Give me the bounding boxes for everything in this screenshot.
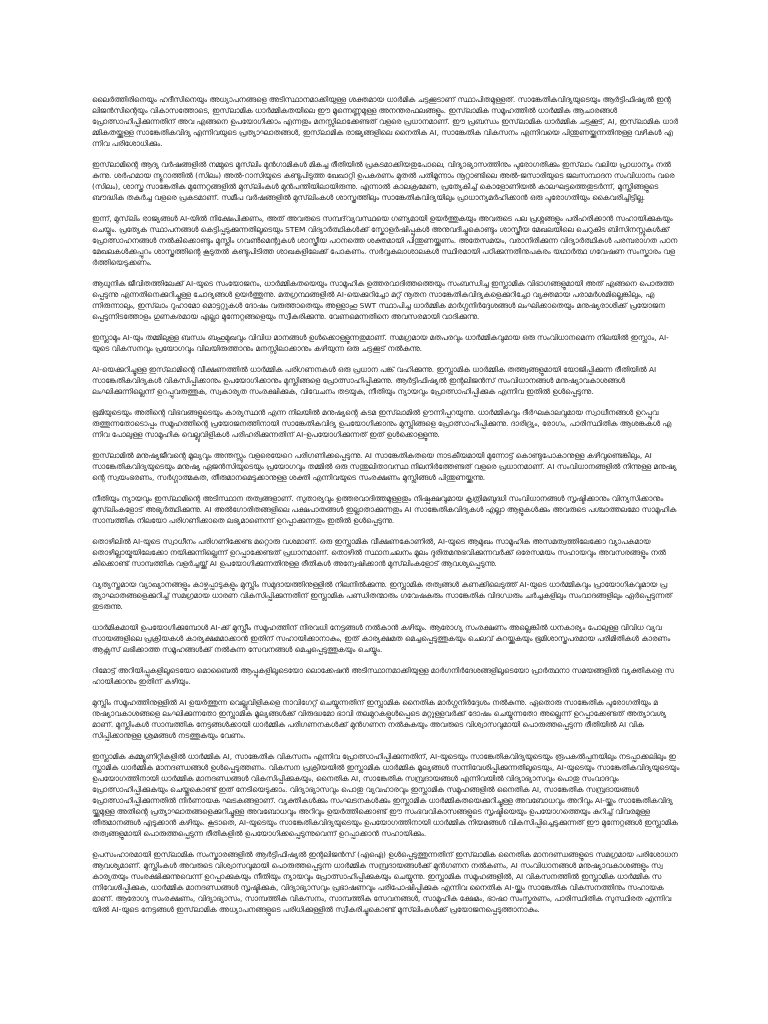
- paragraph-8: ഇസ്‌ലാമിൽ മനുഷ്യജീവന്റെ മൂല്യവും അന്തസ്സും വളരെയേറെ പരിഗണിക്കപ്പെടുന്നു. AI സാങ്കേതികതയെ നാടകീയമായി മുന്നോട്ട് കൊണ്ടുപോകാനുള്ള കഴിവുണ്ടെങ്കിലും, AI സാങ്കേതികവിദ്യയുടെയും മനുഷ്യ ഏജൻസിയുടെയും പ്രയോഗവും തമ്മിൽ ഒരു സന്തുലിതാവസ്ഥ നിലനിർത്തേണ്ടത് വളരെ പ്രധാനമാണ്. AI സംവിധാനങ്ങളിൽ നിന്നുള്ള മനുഷ്യന്റെ സ്വയംഭരണം, സർഗ്ഗാത്മകത, തീരുമാനമെടുക്കാനുള്ള ശക്തി എന്നിവയുടെ സംരക്ഷണം മുസ്ലിങ്ങൾ പിന്തുണയ്ക്കുന്നു.: [92, 451, 677, 482]
- paragraph-4: ആധുനിക ജീവിതത്തിലേക്ക് AI-യുടെ സംയോജനം, ധാർമ്മികതയെയും സാമൂഹിക ഉത്തരവാദിത്തത്തെയും സംബന്ധിച്ച ഇസ്ലാമിക വിഭാഗങ്ങളുമായി അത് എങ്ങനെ പൊരുത്തപ്പെടുന്നു എന്നതിനെക്കുറിച്ചുള്ള ചോദ്യങ്ങൾ ഉയർത്തുന്നു. മതഗ്രന്ഥങ്ങളിൽ AI-യെക്കുറിച്ചോ മറ്റ് നൂതന സാങ്കേതികവിദ്യകളെക്കുറിച്ചോ വ്യക്തമായ പരാമർശമില്ലെങ്കിലും, എന്നിരുന്നാലും, ഇസ്‌ലാം റുഹാമോ മൊട്ടറ്റുകൾ ദോഷം വരുത്താതെയും അള്ളാഹു SWT സ്ഥാപിച്ച ധാർമ്മിക മാർഗ്ഗനിർദ്ദേശങ്ങൾ ലംഘിക്കാതെയും മനുഷ്യരാശിക്ക് പ്രയോജനപ്പെടുന്നിടത്തോളം ഗുണകരമായ എല്ലാ മുന്നേറ്റങ്ങളെയും സ്വീകരിക്കുന്നു. വേണമെന്നതിനെ അവസരമായി വാദിക്കുന്നു.: [92, 279, 674, 321]
- paragraph-9: നീതിയും ന്യായവും ഇസ്‌ലാമിന്റെ അടിസ്ഥാന തത്വങ്ങളാണ്. സുതാര്യവും ഉത്തരവാദിത്തമുള്ളതും നിഷ്പക്ഷവുമായ കൃത്രിമബുദ്ധി സംവിധാനങ്ങൾ സൃഷ്ടിക്കാനും വിന്യസിക്കാനും മുസ്‌ലിംകളോട് അഭ്യർത്ഥിക്കുന്നു. AI അൽഗോരിതങ്ങളിലെ പക്ഷപാതങ്ങൾ ഇല്ലാതാക്കുന്നതും AI സാങ്കേതികവിദ്യകൾ എല്ലാ ആളുകൾക്കും അവരുടെ പശ്ചാത്തലമോ സാമൂഹിക സാമ്പത്തിക നിലയോ പരിഗണിക്കാതെ ലഭ്യമാണെന്ന് ഉറപ്പാക്കുന്നതും ഇതിൽ ഉൾപ്പെടുന്നു.: [92, 494, 677, 525]
- paragraph-3: ഇന്ന്, മുസ്‌ലിം രാജ്യങ്ങൾ AI-യിൽ നിക്ഷേപിക്കണം, അത് അവരുടെ സമ്പദ്‌വ്യവസ്ഥയെ ഗണ്യമായി ഉയർത്തുകയും അവരുടെ പല പ്രശ്നങ്ങളും പരിഹരിക്കാൻ സഹായിക്കുകയും ചെയ്യും. പ്രത്യേക സ്ഥാപനങ്ങൾ കെട്ടിപ്പടുക്കുന്നതിലൂടെയും STEM വിദ്യാർത്ഥികൾക്ക് സ്കോളർഷിപ്പുകൾ അനുവദിച്ചുകൊണ്ടും ശാസ്ത്രീയ മേഖലയിലെ ചെറുകിട ബിസിനസ്സുകൾക്ക് പ്രോത്സാഹനങ്ങൾ നൽകിക്കൊണ്ടും മുസ്ലിം ഗവൺമെന്റുകൾ ശാസ്ത്രീയ പഠനത്തെ ശക്തമായി പിന്തുണയ്ക്കണം. അതേസമയം, വരാനിരിക്കുന്ന വിദ്യാർത്ഥികൾ പരമ്പരാഗത പഠനമേഖലകൾക്കപ്പുറം ശാസ്ത്രത്തിന്റെ കൂടുതൽ കണ്ടുപിടിത്ത ശാഖകളിലേക്ക് പോകണം. സർവ്വകലാശാലകൾ സ്ഥിരമായി പഠിക്കുന്നതിനുപകരം യഥാർത്ഥ ഗവേഷണ സംസ്കാരം വളർത്തിയെടുക്കണം.: [92, 214, 678, 267]
- paragraph-6: AI-യെക്കുറിച്ചുള്ള ഇസ്‌ലാമിന്റെ വീക്ഷണത്തിൽ ധാർമ്മിക പരിഗണനകൾ ഒരു പ്രധാന പങ്ക് വഹിക്കുന്നു. ഇസ്ലാമിക ധാർമ്മിക തത്ത്വങ്ങളുമായി യോജിപ്പിക്കുന്ന രീതിയിൽ AI സാങ്കേതികവിദ്യകൾ വികസിപ്പിക്കാനും ഉപയോഗിക്കാനും മുസ്ലിങ്ങളെ പ്രോത്സാഹിപ്പിക്കുന്നു. ആർട്ടിഫിഷ്യൽ ഇന്റലിജൻസ് സംവിധാനങ്ങൾ മനുഷ്യാവകാശങ്ങൾ ലംഘിക്കുന്നില്ലെന്ന് ഉറപ്പുവരുത്തുക, സ്വകാര്യത സംരക്ഷിക്കുക, വിവേചനം തടയുക, നീതിയും ന്യായവും പ്രോത്സാഹിപ്പിക്കുക എന്നിവ ഇതിൽ ഉൾപ്പെടുന്നു.: [92, 365, 657, 396]
- paragraph-12: ധാർമികമായി ഉപയോഗിക്കുമ്പോൾ AI-ക്ക് മുസ്ലീം സമൂഹത്തിന് നിരവധി നേട്ടങ്ങൾ നൽകാൻ കഴിയും. ആരോഗ്യ സംരക്ഷണം അല്ലെങ്കിൽ ധനകാര്യം പോലുള്ള വിവിധ വ്യവസായങ്ങളിലെ പ്രക്രിയകൾ കാര്യക്ഷമമാക്കാൻ ഇതിന് സഹായിക്കാനാകും, ഇത് കാര്യക്ഷമത മെച്ചപ്പെടുത്തുകയും ചെലവ് കുറയ്ക്കുകയും ഭൂമിശാസ്ത്രപരമായ പരിമിതികൾ കാരണം ആക്സസ് ലഭിക്കാത്ത സമൂഹങ്ങൾക്ക് നൽകുന്ന സേവനങ്ങൾ മെച്ചപ്പെടുത്തുകയും ചെയ്യും.: [92, 623, 671, 654]
- paragraph-2: ഇസ്‌ലാമിന്റെ ആദ്യ വർഷങ്ങളിൽ നമ്മുടെ മുസ്‌ലിം മുൻഗാമികൾ മികച്ച രീതിയിൽ പ്രകടമാക്കിയതുപോലെ, വിദ്യാഭ്യാസത്തിനും പുരോഗതിക്കും ഇസ്‌ലാം വലിയ പ്രാധാന്യം നൽകുന്നു. ശർഹമായ ന്യൂറാത്തിൽ (സിലം) അൽ-റാസിയുടെ കണ്ടുപിടുത്ത ഖേഖാറ്റി ഉപകരണം മുതൽ പതിമൂന്നാം നൂറ്റാണ്ടിലെ അൽ-ജസാരിയുടെ ജലസമ്പാദന സംവിധാനം വരെ (സിലം), ശാസ്ത്ര സാങ്കേതിക മുന്നേറ്റങ്ങളിൽ മുസ്‌ലിംകൾ മുൻപന്തിയിലായിരുന്നു. എന്നാൽ കാലക്രമേണ, പ്രത്യേകിച്ച് കൊളോണിയൽ കാലഘട്ടത്തെതുടർന്ന്, മുസ്ലിങ്ങളുടെ ബൗദ്ധിക തകർച്ച വളരെ പ്രകടമാണ്. സമീപ വർഷങ്ങളിൽ മുസ്‌ലിംകൾ ശാസ്ത്രത്തിലും സാങ്കേതികവിദ്യയിലും പ്രാധാന്യമർഹിക്കാൻ ഒരു പുരോഗതിയും കൈവരിച്ചിട്ടില്ല.: [92, 160, 675, 202]
- paragraph-11: വ്യത്യസ്തമായ വ്യാഖ്യാനങ്ങളും കാഴ്ചപ്പാടുകളും മുസ്ലിം സമുദായത്തിനുള്ളിൽ നിലനിൽക്കുന്നു. ഇസ്ലാമിക തത്വങ്ങൾ കണക്കിലെടുത്ത് AI-യുടെ ധാർമ്മികവും പ്രായോഗികവുമായ പ്രത്യാഘാതങ്ങളെക്കുറിച്ച് സമഗ്രമായ ധാരണ വികസിപ്പിക്കുന്നതിന് ഇസ്ലാമിക പണ്ഡിതന്മാരും ഗവേഷകരും സാങ്കേതിക വിദഗ്ധരും ചർച്ചകളിലും സംവാദങ്ങളിലും ഏർപ്പെടുന്നത് തുടരുന്നു.: [92, 580, 673, 611]
- paragraph-5: ഇസ്ലാമും AI-യും തമ്മിലുള്ള ബന്ധം ബഹുമുഖവും വിവിധ മാനങ്ങൾ ഉൾക്കൊള്ളുന്നതുമാണ്. സമഗ്രമായ മതപരവും ധാർമ്മികവുമായ ഒരു സംവിധാനമെന്ന നിലയിൽ ഇസ്ലാം, AI-യുടെ വികസനവും പ്രയോഗവും വിലയിരുത്താനും മനസ്സിലാക്കാനും കഴിയുന്ന ഒരു ചട്ടക്കൂട് നൽകുന്നു.: [92, 333, 669, 353]
- document-page: [92, 94, 680, 994]
- paragraph-13: റിമോട്ട് അറിയിപ്പുകളിലൂടെയോ മൊബൈൽ ആപ്പുകളിലൂടെയോ ലൊക്കേഷൻ അടിസ്ഥാനമാക്കിയുള്ള മാർഗനിർദേശങ്ങളിലൂടെയോ പ്രാർത്ഥനാ സമയങ്ങളിൽ വ്യക്തികളെ സഹായിക്കാനും ഇതിന് കഴിയും.: [92, 666, 674, 686]
- paragraph-1: ലൈർത്തിരിനെയും ഹദീസിനെയും അധ്യാപനങ്ങളെ അടിസ്ഥാനമാക്കിയുള്ള ശക്തമായ ധാർമിക ചട്ടക്കൂടാണ് സ്ഥാപിതമുള്ളത്. സാങ്കേതികവിദ്യയുടെയും ആർട്ടിഫിഷ്യൽ ഇന്റലിജൻസിന്റെയും വികാസത്തോടെ, ഇസ്‌ലാമിക ധാർമ്മികതയിലെ ഈ മൂന്നെണ്ണമുള്ള അനന്തരഫലങ്ങളും. ഇസ്‌ലാമിക സമൂഹത്തിൽ ധാർമ്മിക ആചാരങ്ങൾ പ്രോത്സാഹിപ്പിക്കുന്നതിന് അവ എങ്ങനെ ഉപയോഗിക്കാം എന്നതും മനസ്സിലാക്കേണ്ടത് വളരെ പ്രധാനമാണ്. ഈ പ്രബന്ധം ഇസ്‌ലാമിക ധാർമ്മിക ചട്ടക്കൂട്, AI, ഇസ്‌ലാമിക ധാർമ്മികതയ്ക്കുള്ള സാങ്കേതികവിദ്യ എന്നിവയുടെ പ്രത്യാഘാതങ്ങൾ, ഇസ്‌ലാമിക രാജ്യങ്ങളിലെ നൈതിക AI, സാങ്കേതിക വികസനം എന്നിവയെ പിന്തുണയ്ക്കുന്നതിനുള്ള വഴികൾ എന്നിവ പരിശോധിക്കും.: [92, 95, 678, 148]
- paragraph-14: മുസ്ലിം സമൂഹത്തിനുള്ളിൽ AI ഉയർത്തുന്ന വെല്ലുവിളികളെ നാവിഗേറ്റ് ചെയ്യുന്നതിന് ഇസ്ലാമിക നൈതിക മാർഗ്ഗനിർദ്ദേശം നൽകുന്നു. ഏതൊരു സാങ്കേതിക പുരോഗതിയും മനുഷ്യാവകാശങ്ങളെ ലംഘിക്കുന്നതോ ഇസ്ലാമിക മൂല്യങ്ങൾക്ക് വിരുദ്ധമോ ഭാവി തലമുറകളുൾപ്പെടെ മറ്റുള്ളവർക്ക് ദോഷം ചെയ്യുന്നതോ അല്ലെന്ന് ഉറപ്പാക്കേണ്ടത് അത്യാവശ്യമാണ്. മുസ്ലിംകൾ സാമ്പത്തിക നേട്ടങ്ങൾക്കായി ധാർമ്മിക പരിഗണനകൾക്ക് മുൻഗണന നൽകുകയും അവരുടെ വിശ്വാസവുമായി പൊരുത്തപ്പെടുന്ന രീതിയിൽ AI വികസിപ്പിക്കാനുള്ള ശ്രമങ്ങൾ നടത്തുകയും വേണം.: [92, 698, 667, 740]
- paragraph-15: ഇസ്ലാമിക കമ്മ്യൂണിറ്റികളിൽ ധാർമ്മിക AI, സാങ്കേതിക വികസനം എന്നിവ പ്രോത്സാഹിപ്പിക്കുന്നതിന്, AI-യുടെയും സാങ്കേതികവിദ്യയുടെയും രൂപകൽപ്പനയിലും നടപ്പാക്കലിലും ഇസ്ലാമിക ധാർമ്മിക മാനദണ്ഡങ്ങൾ ഉൾപ്പെടുത്തണം. വികസന പ്രക്രിയയിൽ ഇസ്ലാമിക ധാർമ്മിക മൂല്യങ്ങൾ സന്നിവേശിപ്പിക്കുന്നതിലൂടെയും, AI-യുടെയും സാങ്കേതികവിദ്യയുടെയും ഉപയോഗത്തിനായി ധാർമ്മിക മാനദണ്ഡങ്ങൾ വികസിപ്പിക്കുകയും, നൈതിക AI, സാങ്കേതിക സമ്പ്രദായങ്ങൾ എന്നിവയിൽ വിദ്യാഭ്യാസവും പൊതു സംവാദവും പ്രോത്സാഹിപ്പിക്കുകയും ചെയ്തുകൊണ്ട് ഇത് നേടിയെടുക്കാം. വിദ്യാഭ്യാസവും പൊതു വ്യവഹാരവും ഇസ്ലാമിക സമൂഹങ്ങളിൽ നൈതിക AI, സാങ്കേതിക സമ്പ്രദായങ്ങൾ പ്രോത്സാഹിപ്പിക്കുന്നതിൽ നിർണായക ഘടകങ്ങളാണ്. വ്യക്തികൾക്കും സംഘടനകൾക്കും ഇസ്ലാമിക ധാർമ്മികതയെക്കുറിച്ചുള്ള അവബോധവും അറിവും AI-യ്ക്കും സാങ്കേതികവിദ്യയ്ക്കുമുള്ള അതിന്റെ പ്രത്യാഘാതങ്ങളെക്കുറിച്ചുള്ള അവബോധവും അറിവും ഉയർത്തിക്കൊണ്ട് ഈ സംഭവവികാസങ്ങളുടെ സൃഷ്ടിയെയും ഉപയോഗത്തെയും കുറിച്ച് വിവരമുള്ള തീരുമാനങ്ങൾ എടുക്കാൻ കഴിയും. കൂടാതെ, AI-യുടെയും സാങ്കേതികവിദ്യയുടെയും ഉപയോഗത്തിനായി ധാർമ്മിക നിയമങ്ങൾ വികസിപ്പിച്ചെടുക്കുന്നത് ഈ മുന്നേറ്റങ്ങൾ ഇസ്ലാമിക തത്വങ്ങളുമായി പൊരുത്തപ്പെടുന്ന രീതികളിൽ ഉപയോഗിക്കപ്പെടുന്നുവെന്ന് ഉറപ്പാക്കാൻ സഹായിക്കും.: [92, 752, 680, 838]
- paragraph-10: തൊഴിലിൽ AI-യുടെ സ്വാധീനം പരിഗണിക്കേണ്ട മറ്റൊരു വശമാണ്. ഒരു ഇസ്ലാമിക വീക്ഷണകോണിൽ, AI-യുടെ ആമുഖം സാമൂഹിക അസമത്വത്തിലേക്കോ വ്യാപകമായ തൊഴില്ലായ്മയിലേക്കോ നയിക്കുന്നില്ലെന്ന് ഉറപ്പാക്കേണ്ടത് പ്രധാനമാണ്. തൊഴിൽ സ്ഥാനചലനം മൂലം ദുരിതമനുഭവിക്കുന്നവർക്ക് ഒരേസമയം സഹായവും അവസരങ്ങളും നൽകിക്കൊണ്ട് സാമ്പത്തിക വളർച്ചയ്ക്ക് AI ഉപയോഗിക്കുന്നതിനുള്ള രീതികൾ അന്വേഷിക്കാൻ മുസ്‌ലിംകളോട് ആവശ്യപ്പെടുന്നു.: [92, 537, 666, 568]
- paragraph-7: ഭൂമിയുടെയും അതിന്റെ വിഭവങ്ങളുടെയും കാര്യസ്ഥൻ എന്ന നിലയിൽ മനുഷ്യന്റെ കടമ ഇസ്‌ലാമിൽ ഊന്നിപ്പറയുന്നു. ധാർമ്മികവും ദീർഘകാലവുമായ സ്വാധീനങ്ങൾ ഉറപ്പുവരുത്തുന്നതോടൊപ്പം സമൂഹത്തിന്റെ പ്രയോജനത്തിനായി സാങ്കേതികവിദ്യ ഉപയോഗിക്കാനും മുസ്ലിങ്ങളെ പ്രോത്സാഹിപ്പിക്കുന്നു. ദാരിദ്ര്യം, രോഗം, പാരിസ്ഥിതിക ആശങ്കകൾ എന്നിവ പോലുള്ള സാമൂഹിക വെല്ലുവിളികൾ പരിഹരിക്കുന്നതിന് AI-ഉപയോഗിക്കുന്നത് ഇത് ഉൾക്കൊള്ളുന്നു.: [92, 408, 672, 439]
- paragraph-16: ഉപസംഹാരമായി ഇസ്‌ലാമിക സംസ്കാരങ്ങളിൽ ആർട്ടിഫിഷ്യൽ ഇന്റലിജൻസ് (എഐ) ഉൾപ്പെടുത്തുന്നതിന് ഇസ്‌ലാമിക നൈതിക മാനദണ്ഡങ്ങളുടെ സമഗ്രമായ പരിശോധന ആവശ്യമാണ്. മുസ്ലിംകൾ അവരുടെ വിശ്വാസവുമായി പൊരുത്തപ്പെടുന്ന ധാർമ്മിക സമ്പ്രദായങ്ങൾക്ക് മുൻഗണന നൽകണം, AI സംവിധാനങ്ങൾ മനുഷ്യാവകാശങ്ങളും സ്വകാര്യതയും സംരക്ഷിക്കുന്നുവെന്ന് ഉറപ്പാക്കുകയും നീതിയും ന്യായവും പ്രോത്സാഹിപ്പിക്കുകയും ചെയ്യുന്നു. ഇസ്ലാമിക സമൂഹങ്ങളിൽ, AI വികസനത്തിൽ ഇസ്ലാമിക ധാർമ്മിക സന്നിവേശിപ്പിക്കുക, ധാർമ്മിക മാനദണ്ഡങ്ങൾ സൃഷ്ടിക്കുക, വിദ്യാഭ്യാസവും പ്രഭാഷണവും പരിപോഷിപ്പിക്കുക എന്നിവ നൈതിക AI-യ്ക്കും സാങ്കേതിക വികസനത്തിനും സഹായകമാണ്. ആരോഗ്യ സംരക്ഷണം, വിദ്യാഭ്യാസം, സാമ്പത്തിക വികസനം, സാമ്പത്തിക സേവനങ്ങൾ, സാമൂഹിക ക്ഷേമം, ഭാഷാ സംസ്കരണം, പാരിസ്ഥിതിക സുസ്ഥിരത എന്നിവയിൽ AI-യുടെ നേട്ടങ്ങൾ ഇസ്‌ലാമിക അധ്യാപനങ്ങളുടെ പരിധിക്കുള്ളിൽ സ്വീകരിച്ചുകൊണ്ട് മുസ്‌ലിംകൾക്ക് പ്രയോജനപ്പെടുത്താനാകും.: [92, 850, 678, 914]
